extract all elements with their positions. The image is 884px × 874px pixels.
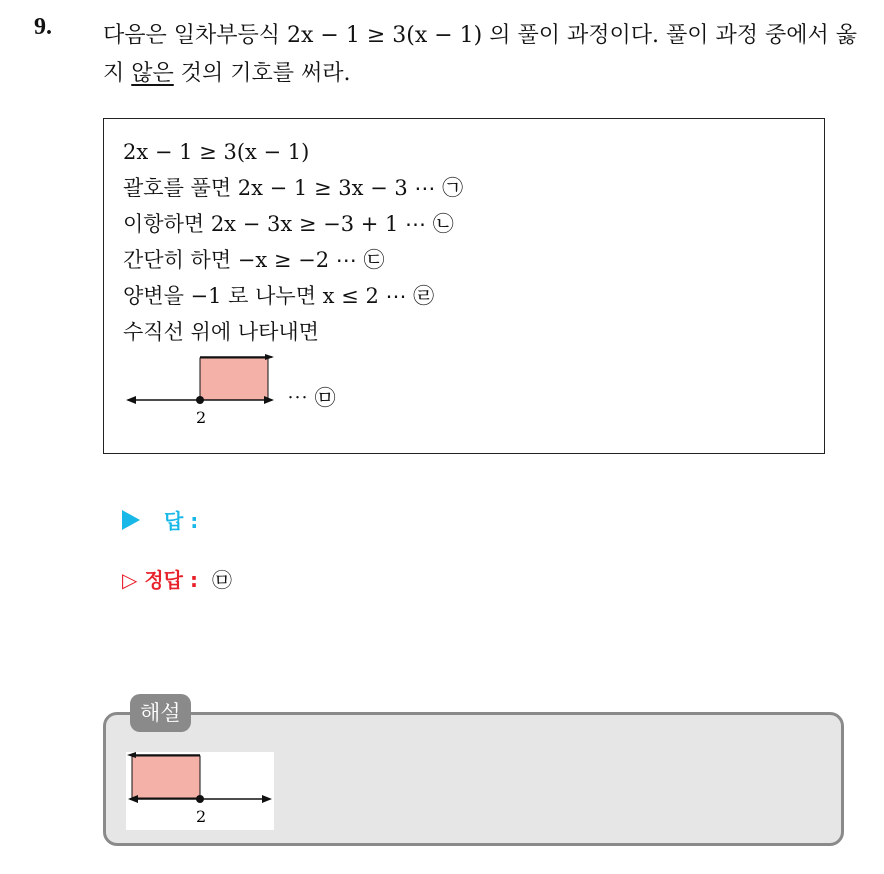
explanation-tag: 해설 xyxy=(130,694,191,732)
solution-box xyxy=(103,118,825,454)
point-dot xyxy=(196,396,204,404)
answer-label: 답 : xyxy=(164,509,199,533)
question-text-after: 것의 기호를 써라. xyxy=(173,61,351,86)
explanation-point-label: 2 xyxy=(196,807,207,826)
correct-answer-row xyxy=(122,564,232,593)
solution-line-5: 양변을 −1 로 나누면 x ≤ 2 ⋯ ㉣ xyxy=(123,284,435,308)
explanation-axis-right-arrow xyxy=(262,795,272,803)
correct-answer-value: ㉤ xyxy=(211,568,232,592)
number-line-marker: ⋯ ㉤ xyxy=(287,386,336,410)
question-text-before: 다음은 일차부등식 2x − 1 ≥ 3(x − 1) 의 풀이 과정이다. 풀이 과정 중에서 옳지 xyxy=(103,23,857,86)
question-text-underlined: 않은 xyxy=(131,61,174,86)
solution-line-6: 수직선 위에 나타내면 xyxy=(123,320,319,344)
explanation-number-line xyxy=(126,752,274,830)
solution-line-1: 2x − 1 ≥ 3(x − 1) xyxy=(123,140,310,164)
axis-left-arrow xyxy=(126,396,136,404)
question-text xyxy=(103,17,873,93)
range-arrow-head xyxy=(265,354,274,360)
question-number: 9. xyxy=(34,14,52,40)
solution-line-2: 괄호를 풀면 2x − 1 ≥ 3x − 3 ⋯ ㉠ xyxy=(123,176,464,200)
axis-right-arrow xyxy=(264,396,274,404)
solution-line-3: 이항하면 2x − 3x ≥ −3 + 1 ⋯ ㉡ xyxy=(123,212,454,236)
explanation-point-dot xyxy=(196,795,204,803)
play-triangle-icon xyxy=(122,510,140,530)
explanation-figure xyxy=(126,752,274,830)
correct-answer-label: ▷ 정답 : xyxy=(122,568,198,592)
point-label: 2 xyxy=(196,408,207,427)
answer-row xyxy=(122,505,258,534)
solution-line-4: 간단히 하면 −x ≥ −2 ⋯ ㉢ xyxy=(123,248,385,272)
number-line-diagram xyxy=(124,354,284,434)
shaded-region xyxy=(200,358,268,400)
explanation-shaded-region xyxy=(132,756,200,798)
